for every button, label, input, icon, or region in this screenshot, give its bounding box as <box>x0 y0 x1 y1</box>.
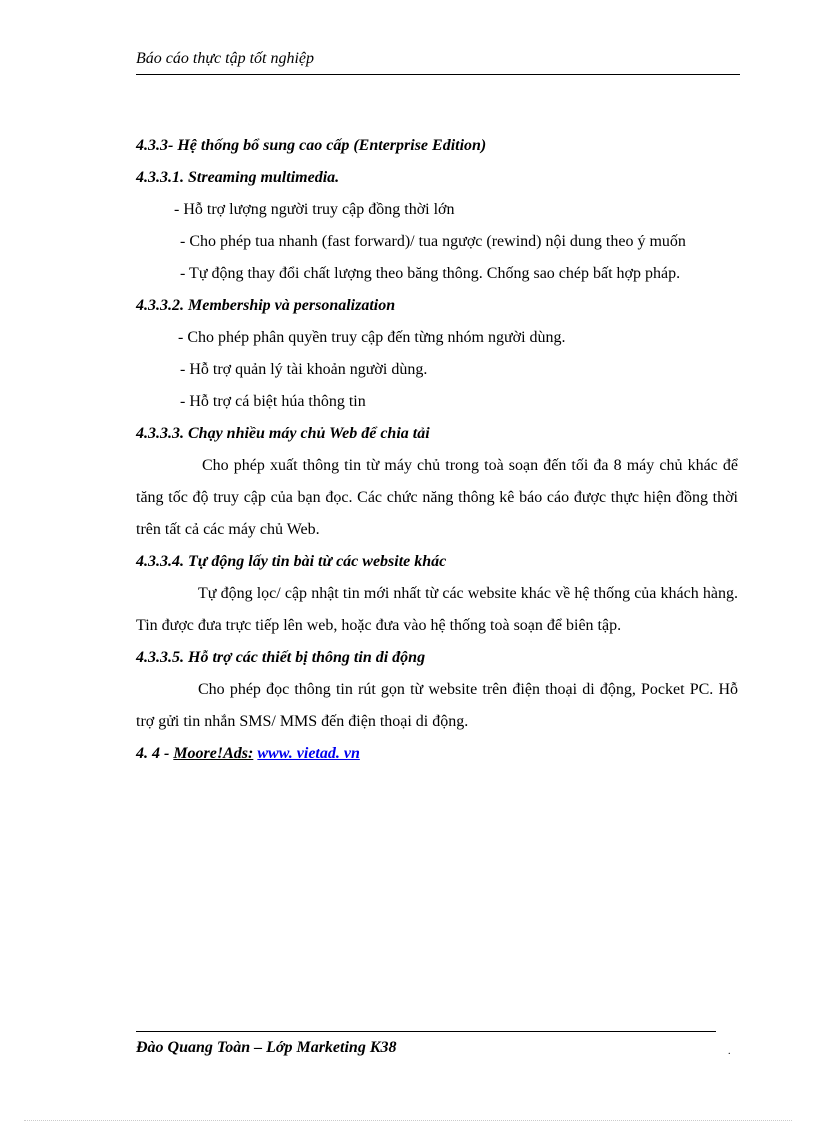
footer-divider <box>136 1031 716 1032</box>
section-heading-moore-ads <box>136 738 738 770</box>
page-body <box>136 130 738 770</box>
section-heading: 4.3.3- Hệ thống bổ sung cao cấp (Enterprise Edition) <box>136 137 487 154</box>
subsection-heading-load-balancing: 4.3.3.3. Chạy nhiều máy chủ Web để chia tải <box>136 425 430 442</box>
list-item: - Hỗ trợ quản lý tài khoản người dùng. <box>180 361 428 378</box>
subsection-heading-mobile: 4.3.3.5. Hỗ trợ các thiết bị thông tin di động <box>136 649 426 666</box>
section-number: 4. 4 - <box>136 745 174 762</box>
header-divider <box>136 74 740 75</box>
list-item: - Hỗ trợ lượng người truy cập đồng thời lớn <box>174 201 455 218</box>
list-item: - Tự động thay đổi chất lượng theo băng thông. Chống sao chép bất hợp pháp. <box>180 265 681 282</box>
list-item: - Hỗ trợ cá biệt húa thông tin <box>180 393 366 410</box>
paragraph: Tự động lọc/ cập nhật tin mới nhất từ các website khác về hệ thống của khách hàng. Tin được đưa trực tiếp lên web, hoặc đưa vào hệ thống toà soạn để biên tập. <box>136 585 738 634</box>
paragraph: Cho phép xuất thông tin từ máy chủ trong toà soạn đến tối đa 8 máy chủ khác để tăng tốc độ truy cập của bạn đọc. Các chức năng thông kê báo cáo được thực hiện đồng thời trên tất cả các máy chủ Web. <box>136 457 738 538</box>
list-item: - Cho phép tua nhanh (fast forward)/ tua ngược (rewind) nội dung theo ý muốn <box>180 233 686 250</box>
brand-name: Moore!Ads: <box>173 745 254 762</box>
footer-mark: . <box>728 1046 731 1057</box>
paragraph: Cho phép đọc thông tin rút gọn từ website trên điện thoại di động, Pocket PC. Hỗ trợ gửi tin nhắn SMS/ MMS đến điện thoại di động. <box>136 681 738 730</box>
subsection-heading-streaming: 4.3.3.1. Streaming multimedia. <box>136 169 340 186</box>
website-link[interactable]: www. vietad. vn <box>257 745 360 762</box>
subsection-heading-auto-fetch: 4.3.3.4. Tự động lấy tin bài từ các website khác <box>136 553 447 570</box>
page-header: Báo cáo thực tập tốt nghiệp <box>136 50 315 67</box>
page-footer: Đào Quang Toàn – Lớp Marketing K38 <box>136 1039 397 1056</box>
page-edge <box>24 1120 792 1121</box>
subsection-heading-membership: 4.3.3.2. Membership và personalization <box>136 297 396 314</box>
list-item: - Cho phép phân quyền truy cập đến từng nhóm người dùng. <box>178 329 566 346</box>
